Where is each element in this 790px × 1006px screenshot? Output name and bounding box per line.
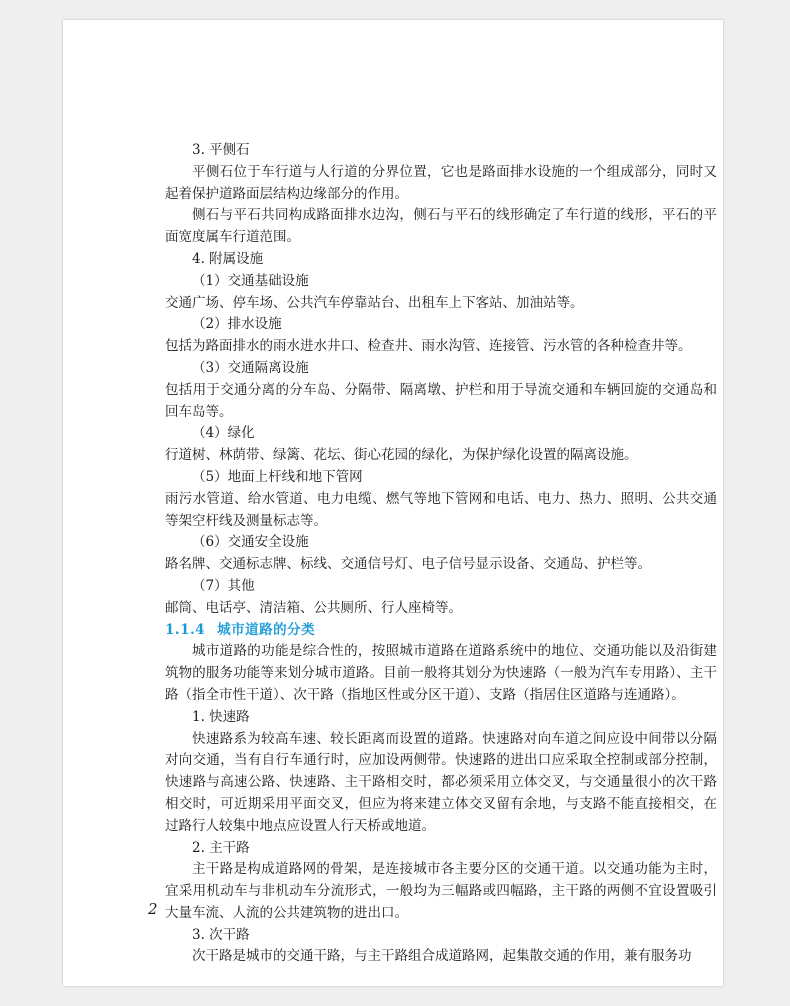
- document-page: [63, 20, 723, 986]
- paragraph: 包括为路面排水的雨水进水井口、检查井、雨水沟管、连接管、污水管的各种检查井等。: [165, 338, 692, 355]
- subheading: （2）排水设施: [192, 316, 282, 333]
- paragraph: 快速路系为较高车速、较长距离而设置的道路。快速路对向车道之间应设中间带以分隔对向交通，当有自行车通行时，应加设两侧带。快速路的进出口应采取全控制或部分控制，快速路与高速公路、快速路、主干路相交时，都必须采用立体交叉，与交通量很小的次干路相交时，可近期采用平面交叉，但应为将来建立体交叉留有余地，与支路不能直接相交，在过路行人较集中地点应设置人行天桥或地道。: [165, 730, 717, 834]
- subheading: 3. 平侧石: [192, 142, 250, 158]
- paragraph: 行道树、林荫带、绿篱、花坛、街心花园的绿化，为保护绿化设置的隔离设施。: [165, 447, 638, 464]
- paragraph: 雨污水管道、给水管道、电力电缆、燃气等地下管网和电话、电力、热力、照明、公共交通等架空杆线及测量标志等。: [165, 490, 717, 529]
- section-title: 城市道路的分类: [217, 621, 316, 638]
- subheading: 4. 附属设施: [192, 250, 264, 267]
- paragraph: 次干路是城市的交通干路，与主干路组合成道路网，起集散交通的作用，兼有服务功: [192, 948, 692, 965]
- subheading: （6）交通安全设施: [192, 534, 309, 551]
- subheading: （7）其他: [192, 577, 255, 594]
- subheading: （3）交通隔离设施: [192, 359, 309, 376]
- section-heading: [165, 620, 717, 642]
- subheading: （4）绿化: [192, 425, 255, 442]
- paragraph: 主干路是构成道路网的骨架，是连接城市各主要分区的交通干道。以交通功能为主时，宜采用机动车与非机动车分流形式，一般均为三幅路或四幅路，主干路的两侧不宜设置吸引大量车流、人流的公共建筑物的进出口。: [165, 861, 717, 921]
- subheading: （5）地面上杆线和地下管网: [192, 468, 363, 485]
- paragraph: 城市道路的功能是综合性的，按照城市道路在道路系统中的地位、交通功能以及沿街建筑物的服务功能等来划分城市道路。目前一般将其划分为快速路（一般为汽车专用路）、主干路（指全市性干道）、次干路（指地区性或分区干道）、支路（指居住区道路与连通路）。: [165, 643, 717, 703]
- page-body: [165, 140, 717, 968]
- page-number: 2: [148, 900, 158, 918]
- subheading: 1. 快速路: [192, 708, 250, 725]
- paragraph: 路名牌、交通标志牌、标线、交通信号灯、电子信号显示设备、交通岛、护栏等。: [165, 556, 651, 573]
- subheading: 2. 主干路: [192, 839, 250, 856]
- paragraph: 侧石与平石共同构成路面排水边沟，侧石与平石的线形确定了车行道的线形，平石的平面宽度属车行道范围。: [165, 207, 717, 246]
- paragraph: 包括用于交通分离的分车岛、分隔带、隔离墩、护栏和用于导流交通和车辆回旋的交通岛和回车岛等。: [165, 381, 717, 420]
- paragraph: 平侧石位于车行道与人行道的分界位置，它也是路面排水设施的一个组成部分，同时又起着保护道路面层结构边缘部分的作用。: [165, 163, 717, 202]
- paragraph: 交通广场、停车场、公共汽车停靠站台、出租车上下客站、加油站等。: [165, 294, 584, 311]
- section-number: 1.1.4: [165, 621, 206, 638]
- subheading: （1）交通基础设施: [192, 272, 309, 289]
- subheading: 3. 次干路: [192, 926, 250, 943]
- paragraph: 邮筒、电话亭、清洁箱、公共厕所、行人座椅等。: [165, 599, 462, 616]
